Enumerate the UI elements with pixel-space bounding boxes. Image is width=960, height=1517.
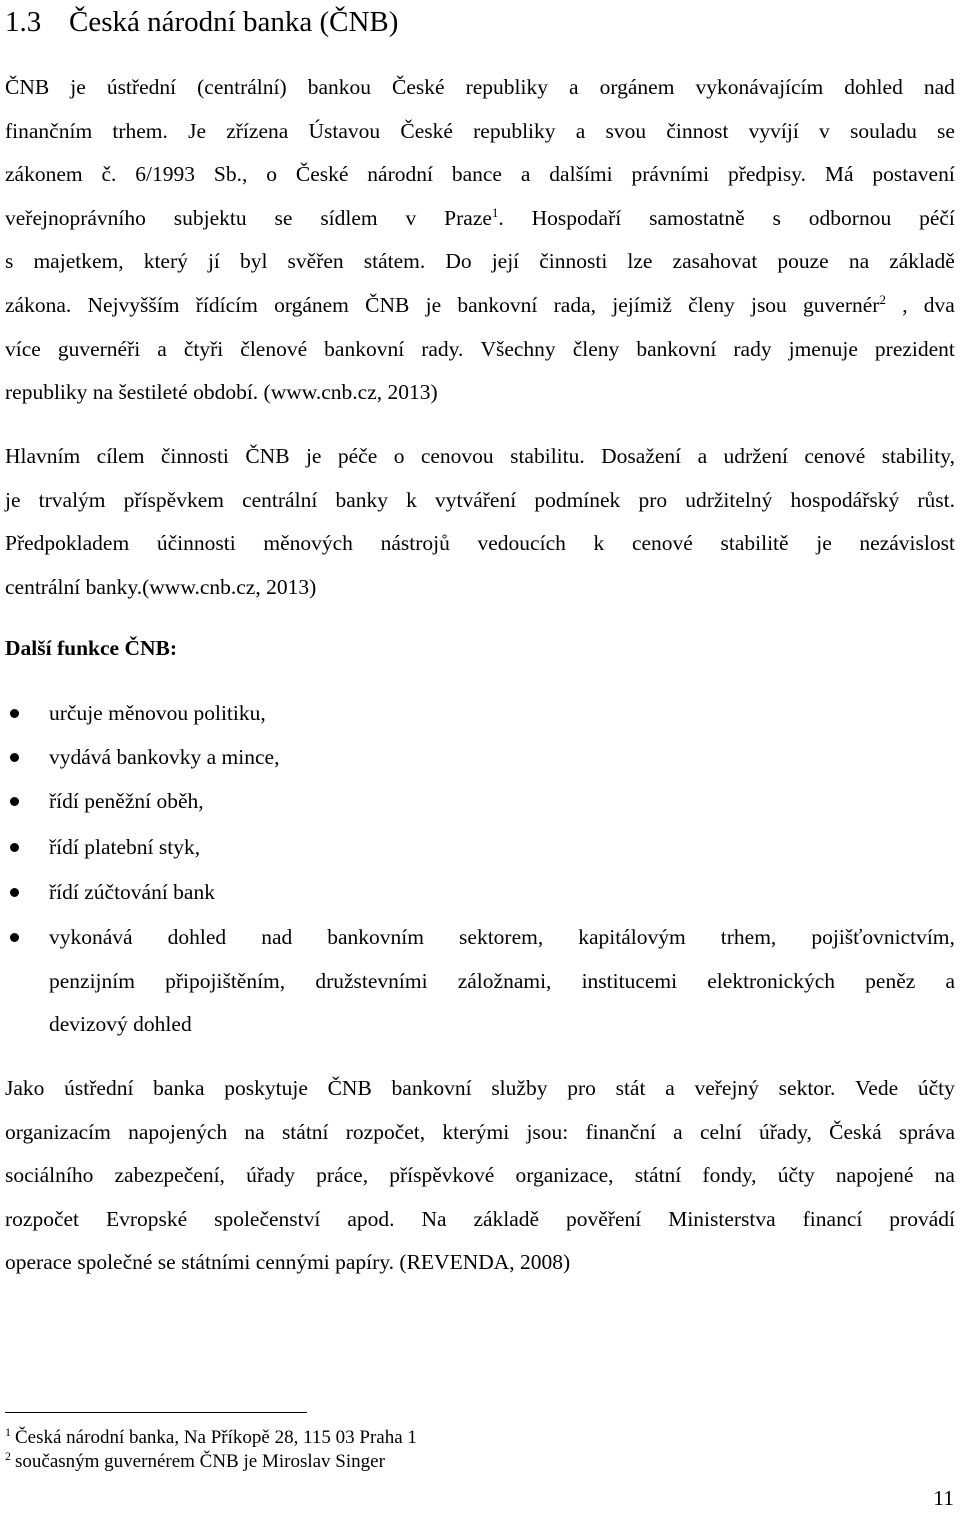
word (803, 284, 886, 328)
footnote-divider (5, 1412, 307, 1413)
word: národní (367, 162, 433, 187)
word: České (392, 75, 445, 99)
footnote-2 (5, 1450, 385, 1474)
word: růst. (917, 487, 955, 512)
word: správa (898, 1119, 955, 1144)
word: v (819, 118, 830, 143)
word: rozpočet, (345, 1119, 426, 1144)
word: rozpočet (5, 1206, 80, 1231)
word: a (665, 1076, 675, 1100)
bullet-icon (10, 933, 19, 942)
word: samostatně (649, 205, 745, 230)
word: stabilitě (720, 531, 789, 556)
word: členové (240, 336, 308, 361)
word: členy (688, 292, 735, 317)
word: jejímiž (612, 292, 672, 317)
word: zákona. (5, 292, 72, 317)
paragraph-line (5, 479, 955, 523)
word: bance (451, 162, 502, 187)
word: družstevními (315, 968, 428, 993)
paragraph-line (5, 1067, 955, 1111)
word: elektronických (707, 968, 836, 993)
word: se (937, 118, 955, 143)
word: Nejvyšším (87, 292, 180, 317)
word: penzijním (49, 968, 135, 993)
word: byl (239, 249, 268, 274)
bullet-icon (10, 753, 19, 762)
paragraph-line: republiky na šestileté období. (www.cnb.cz, 2013) (5, 380, 438, 405)
word: republiky (465, 75, 548, 99)
word: provádí (889, 1206, 955, 1231)
word: Hospodaří (531, 205, 622, 230)
paragraph-line (5, 284, 955, 328)
paragraph-line (5, 153, 955, 197)
paragraph-line (5, 1198, 955, 1242)
word: dohled (844, 75, 903, 99)
word: cenovou (420, 444, 494, 468)
bullet-icon (10, 888, 19, 897)
word: stability, (881, 444, 955, 468)
word: cenové (804, 444, 866, 468)
word: činnost (666, 118, 729, 143)
word: státem. (363, 249, 426, 274)
word: jsou (750, 292, 787, 317)
footnote-text: současným guvernérem ČNB je Miroslav Singer (15, 1451, 385, 1472)
word: trhem. (112, 118, 168, 143)
footnote-ref-1: 1 (491, 204, 499, 220)
word: vedoucích (477, 531, 566, 556)
word: sektorem, (459, 925, 544, 950)
word: státní (281, 1119, 329, 1144)
paragraph-line: operace společné se státními cennými papíry. (REVENDA, 2008) (5, 1250, 571, 1275)
word: členy (572, 336, 620, 361)
word: k (593, 531, 605, 556)
footnote-mark: 1 (5, 1425, 11, 1439)
word: a (157, 336, 167, 361)
word: řídícím (195, 292, 258, 317)
word: jsou: (526, 1119, 569, 1144)
word: předpisy. (727, 162, 806, 187)
page-number: 11 (933, 1486, 954, 1510)
word: zabezpečení, (114, 1163, 225, 1188)
word: ústřední (106, 75, 177, 99)
word: kapitálovým (578, 925, 686, 950)
word: státní (634, 1163, 682, 1188)
word: nad (261, 925, 293, 950)
word: , (902, 292, 908, 317)
word: Sb., (213, 162, 248, 187)
word: nad (923, 75, 955, 99)
word: a (673, 1119, 683, 1144)
word: a (569, 75, 579, 99)
word: odbornou (808, 205, 892, 230)
bullet-icon (10, 797, 19, 806)
word: účinnosti (156, 531, 236, 556)
list-item-line (49, 916, 955, 960)
word: finanční (585, 1119, 656, 1144)
word: peněz (865, 968, 916, 993)
section-title: Česká národní banka (ČNB) (69, 6, 399, 38)
word: pouze (777, 249, 829, 274)
section-heading (5, 2, 398, 42)
footnote-1 (5, 1426, 417, 1450)
word: na (848, 249, 870, 274)
word: ČNB (5, 75, 50, 99)
word: bankovní (457, 292, 538, 317)
word: dalšími (549, 162, 613, 187)
word: ČNB (245, 444, 290, 468)
word: jí (207, 249, 220, 274)
word: České (400, 118, 453, 143)
word: jmenuje (788, 336, 858, 361)
word: institucemi (581, 968, 678, 993)
word: České (295, 162, 349, 187)
word: sociálního (5, 1163, 94, 1188)
word: dohled (167, 925, 227, 950)
bullet-icon (10, 709, 19, 718)
paragraph-line (5, 1154, 955, 1198)
word: napojených (128, 1119, 228, 1144)
footnote-text: Česká národní banka, Na Příkopě 28, 115 03 Praha 1 (15, 1427, 417, 1448)
word: sektor. (778, 1076, 836, 1100)
paragraph-line (5, 435, 955, 479)
word: pověření (566, 1206, 642, 1231)
word: celní (699, 1119, 742, 1144)
word: Ústavou (308, 118, 381, 143)
word: základě (473, 1206, 540, 1231)
word: subjektu (173, 205, 247, 230)
word: Předpokladem (5, 531, 130, 556)
word: ČNB (327, 1076, 372, 1100)
word: úřady (246, 1163, 296, 1188)
footnote-ref-2: 2 (879, 291, 886, 307)
word: bankovní (391, 1076, 472, 1100)
word: orgánem (274, 292, 349, 317)
paragraph-line (5, 1111, 955, 1155)
word: její (491, 249, 520, 274)
word: měnových (263, 531, 353, 556)
word: cenové (631, 531, 693, 556)
word: trhem, (720, 925, 777, 950)
word: udržitelný (685, 487, 773, 512)
word: v (405, 205, 417, 230)
word: Vede (855, 1076, 899, 1100)
paragraph-line (5, 66, 955, 110)
word: a (520, 162, 531, 187)
footnote-mark: 2 (5, 1449, 11, 1463)
word: napojené (835, 1163, 914, 1188)
paragraph-line (5, 197, 955, 241)
word: k (406, 487, 417, 512)
word: společenství (214, 1206, 321, 1231)
word: je (5, 487, 21, 512)
word: Jako (5, 1076, 45, 1100)
word: guvernéři (57, 336, 141, 361)
word: o (393, 444, 405, 468)
word: Je (188, 118, 207, 143)
word: bankovním (327, 925, 425, 950)
word: Dosažení (601, 444, 682, 468)
word: rady. (421, 336, 464, 361)
word: Česká (829, 1119, 882, 1144)
word: o (266, 162, 277, 187)
list-item-line: devizový dohled (49, 1012, 192, 1037)
word: účty (917, 1076, 955, 1100)
word: stát (615, 1076, 646, 1100)
word: nástrojů (380, 531, 450, 556)
word: připojištěním, (165, 968, 286, 993)
word: republiky (473, 118, 556, 143)
word: činnosti (160, 444, 229, 468)
word: fondy, (702, 1163, 757, 1188)
word: s (5, 249, 14, 274)
word: čtyři (183, 336, 224, 361)
word: práce, (316, 1163, 369, 1188)
word: sídlem (320, 205, 378, 230)
word: ústřední (64, 1076, 134, 1100)
word: a (697, 444, 708, 468)
word: vytváření (434, 487, 517, 512)
word: příspěvkem (123, 487, 224, 512)
word: a (575, 118, 586, 143)
bullet-icon (10, 843, 19, 852)
word: kterými (442, 1119, 510, 1144)
word: činnosti (539, 249, 608, 274)
word: guvernér (803, 292, 880, 317)
word: orgánem (599, 75, 675, 99)
word: pojišťovnictvím, (811, 925, 955, 950)
word: příspěvkové (389, 1163, 495, 1188)
word: vykonávajícím (695, 75, 824, 99)
word: centrální (242, 487, 318, 512)
word: organizacím (5, 1119, 111, 1144)
word: právními (631, 162, 710, 187)
word: ČNB (365, 292, 410, 317)
word: dva (923, 292, 955, 317)
word: je (70, 75, 86, 99)
word: poskytuje (224, 1076, 308, 1100)
word: (centrální) (197, 75, 287, 99)
word: svou (605, 118, 647, 143)
word: nezávislost (859, 531, 955, 556)
word: zákonem (5, 162, 83, 187)
word: financí (802, 1206, 863, 1231)
word: Ministerstva (668, 1206, 776, 1231)
word: záložnami, (457, 968, 552, 993)
word: vyvíjí (748, 118, 799, 143)
word: péče (337, 444, 378, 468)
word: na (934, 1163, 955, 1188)
word: Hlavním (5, 444, 81, 468)
word: je (816, 531, 832, 556)
word: bankou (307, 75, 371, 99)
word: Všechny (480, 336, 556, 361)
word: péčí (919, 205, 955, 230)
word: lze (627, 249, 653, 274)
paragraph-line (5, 522, 955, 566)
word (444, 197, 504, 241)
word: prezident (874, 336, 955, 361)
word: stabilitu. (510, 444, 585, 468)
word: postavení (872, 162, 955, 187)
word: banka (153, 1076, 205, 1100)
word: bankovní (636, 336, 717, 361)
word: cílem (96, 444, 145, 468)
word: č. (101, 162, 117, 187)
word: s (772, 205, 781, 230)
word: 6/1993 (135, 162, 196, 187)
paragraph-line: centrální banky.(www.cnb.cz, 2013) (5, 574, 317, 599)
paragraph-line (5, 328, 955, 372)
word: zasahovat (672, 249, 758, 274)
word: apod. (347, 1206, 395, 1231)
word: trvalým (38, 487, 106, 512)
word: Praze (444, 205, 492, 230)
word: rada, (553, 292, 596, 317)
word: základě (889, 249, 955, 274)
word: organizace, (515, 1163, 614, 1188)
word: souladu (849, 118, 917, 143)
word: více (5, 336, 41, 361)
functions-heading: Další funkce ČNB: (5, 636, 178, 660)
word: Evropské (105, 1206, 188, 1231)
word: Má (824, 162, 854, 187)
word: se (274, 205, 293, 230)
word: hospodářský (790, 487, 900, 512)
word: veřejný (694, 1076, 759, 1100)
section-number: 1.3 (5, 6, 42, 38)
word: je (425, 292, 442, 317)
word: podmínek (534, 487, 621, 512)
paragraph-3 (5, 1067, 955, 1285)
word: rady (733, 336, 772, 361)
document-page: 1.3 Česká národní banka (ČNB) ČNB je ústřední (centrální) bankou České republiky a orgánem vykonávajícím dohled nad finančním trhem. Je zřízena Ústavou České republiky a svou činnost vyvíjí v souladu se zákonem č. 6/1993 Sb., o České národní bance a dalšími právními předpisy. Má postavení veřejnoprávního subjektu se sídlem v Praze$^1$. Hospodaří samostatně s odbornou péčí s majetkem, který jí byl svěřen státem. Do její činnosti lze zasahovat pouze na základě zákona. Nejvyšším řídícím orgánem ČNB je bankovní rada, jejímiž členy jsou guvernér$^2$ , dva více guvernéři a čtyři členové bankovní rady. Všechny členy bankovní rady jmenuje prezident republiky na šestileté období. (www.cnb.cz, 2013) Hlavním cílem činnosti ČNB je péče o cenovou stabilitu. Dosažení a udržení cenové stability, je trvalým příspěvkem centrální banky k vytváření podmínek pro udržitelný hospodářský růst. Předpokladem účinnosti měnových nástrojů vedoucích k cenové stabilitě je nezávislost centrální banky.(www.cnb.cz, 2013) Další funkce ČNB: určuje měnovou politiku, vydává bankovky a mince, řídí peněžní oběh, řídí platební styk, řídí zúčtování bank vykonává dohled nad bankovním sektorem, kapitálovým trhem, pojišťovnictvím, penzijním připojištěním, družstevními záložnami, institucemi elektronických peněz a devizový dohled Jako ústřední banka poskytuje ČNB bankovní služby pro stát a veřejný sektor. Vede účty organizacím napojených na státní rozpočet, kterými jsou: finanční a celní úřady, Česká správa sociálního zabezpečení, úřady práce, příspěvkové organizace, státní fondy, účty napojené na rozpočet Evropské společenství apod. Na základě pověření Ministerstva financí provádí operace společné se státními cennými papíry. (REVENDA, 2008) $^1$ Česká národní banka, Na Příkopě 28, 115 03 Praha 1 $^2$ současným guvernérem ČNB je Miroslav Singer 11 (0, 0, 960, 1517)
word: pro (567, 1076, 596, 1100)
word: majetkem, (33, 249, 124, 274)
word: vykonává (49, 925, 133, 950)
word: služby (491, 1076, 548, 1100)
word: veřejnoprávního (5, 205, 146, 230)
word: Na (421, 1206, 447, 1231)
paragraph-line (5, 240, 955, 284)
paragraph-1 (5, 66, 955, 415)
word: finančním (5, 118, 93, 143)
word: banky (335, 487, 388, 512)
word: který (143, 249, 188, 274)
paragraph-2 (5, 435, 955, 609)
word: udržení (723, 444, 788, 468)
word: . (498, 205, 504, 230)
paragraph-line (5, 110, 955, 154)
word: bankovní (324, 336, 405, 361)
word: svěřen (287, 249, 344, 274)
word: Do (445, 249, 472, 274)
list-item-line (49, 960, 955, 1004)
word: úřady, (758, 1119, 812, 1144)
word: účty (777, 1163, 815, 1188)
word: je (305, 444, 322, 468)
word: zřízena (226, 118, 289, 143)
word: pro (638, 487, 668, 512)
word: a (945, 968, 955, 993)
word: na (244, 1119, 265, 1144)
